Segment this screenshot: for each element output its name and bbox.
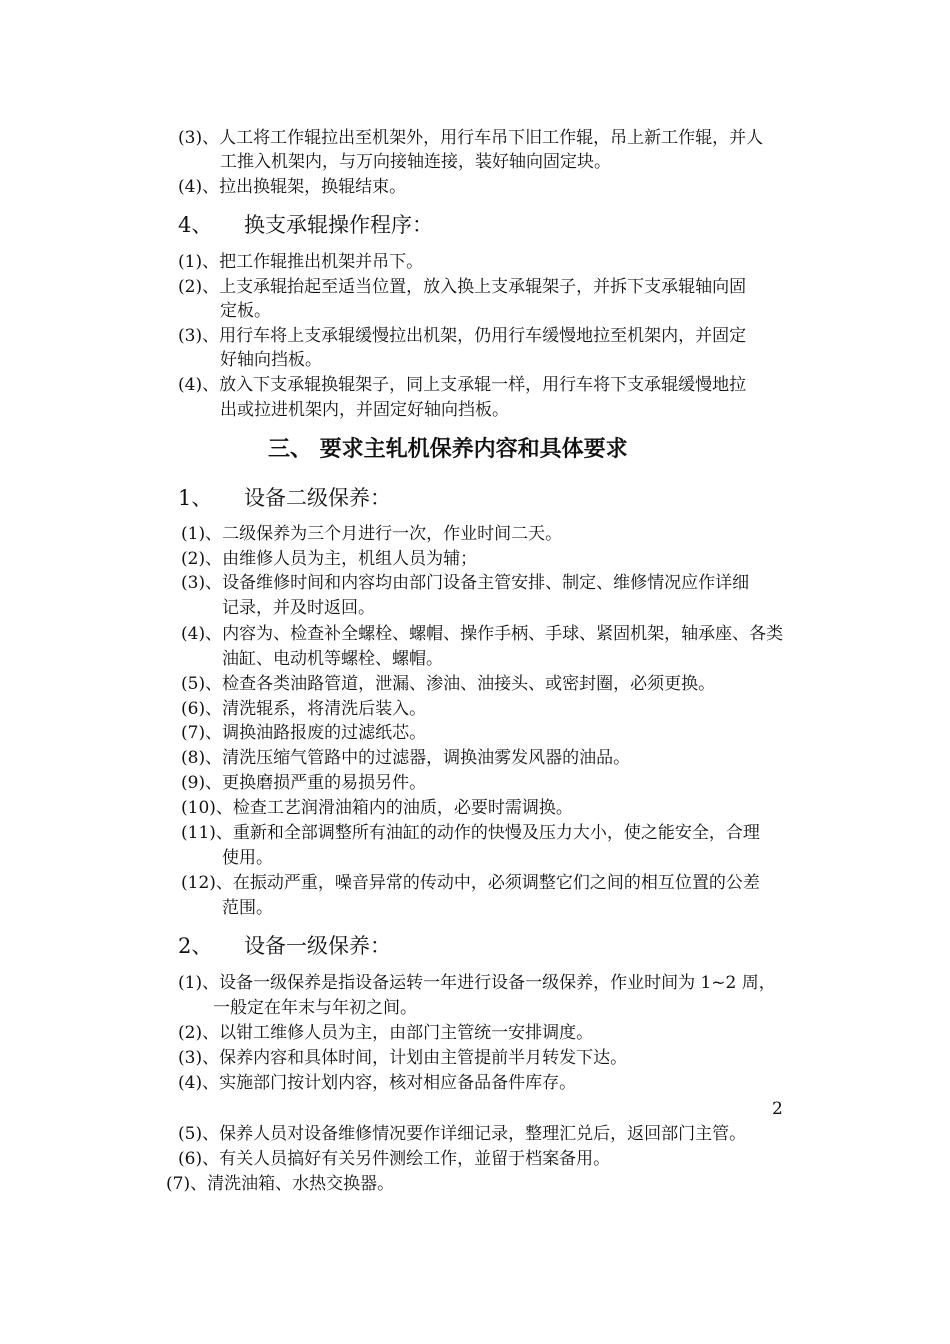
list-item-line: (1)、设备一级保养是指设备运转一年进行设备一级保养，作业时间为 1~2 周， <box>178 973 776 993</box>
list-item-line: (10)、检查工艺润滑油箱内的油质，必要时需调换。 <box>181 798 573 818</box>
list-item-line: (3)、保养内容和具体时间，计划由主管提前半月转发下达。 <box>178 1048 628 1068</box>
page-number: 2 <box>772 1099 783 1119</box>
list-item-line: (4)、内容为、检查补全螺栓、螺帽、操作手柄、手球、紧固机架，轴承座、各类 <box>181 624 784 644</box>
list-item-line: (3)、用行车将上支承辊缓慢拉出机架，仍用行车缓慢地拉至机架内，并固定 <box>178 326 747 346</box>
list-item-continuation: 范围。 <box>222 898 273 918</box>
list-item-continuation: 记录，并及时返回。 <box>222 598 375 618</box>
list-item-continuation: 工推入机架内，与万向接轴连接，装好轴向固定块。 <box>220 152 611 172</box>
list-item-continuation: 出或拉进机架内，并固定好轴向挡板。 <box>220 400 509 420</box>
subheading-text: 换支承辊操作程序： <box>244 213 433 237</box>
list-item-line: (2)、由维修人员为主，机组人员为辅； <box>181 549 478 569</box>
list-item-line: (6)、有关人员搞好有关另件测绘工作，並留于档案备用。 <box>178 1149 611 1169</box>
list-item-line: (9)、更换磨损严重的易损另件。 <box>181 773 427 793</box>
list-item-line: (4)、放入下支承辊换辊架子，同上支承辊一样，用行车将下支承辊缓慢地拉 <box>178 375 747 395</box>
list-item-line: (6)、清洗辊系，将清洗后装入。 <box>181 699 427 719</box>
list-item-line: (4)、拉出换辊架，换辊结束。 <box>178 177 407 197</box>
list-item-line: (7)、调换油路报废的过滤纸芯。 <box>181 723 427 743</box>
subheading-number: 4、 <box>178 213 213 237</box>
list-item-continuation: 一般定在年末与年初之间。 <box>213 998 417 1018</box>
list-item-line: (12)、在振动严重，噪音异常的传动中，必须调整它们之间的相互位置的公差 <box>181 873 760 893</box>
list-item-line: (7)、清洗油箱、水热交换器。 <box>166 1174 395 1194</box>
list-item-line: (11)、重新和全部调整所有油缸的动作的快慢及压力大小，使之能安全，合理 <box>181 823 760 843</box>
section-title: 三、 要求主轧机保养内容和具体要求 <box>268 436 628 462</box>
list-item-line: (3)、设备维修时间和内容均由部门设备主管安排、制定、维修情况应作详细 <box>181 573 750 593</box>
list-item-line: (3)、人工将工作辊拉出至机架外，用行车吊下旧工作辊，吊上新工作辊，并人 <box>178 128 764 148</box>
list-item-continuation: 使用。 <box>222 848 273 868</box>
list-item-line: (2)、以钳工维修人员为主，由部门主管统一安排调度。 <box>178 1023 594 1043</box>
list-item-line: (4)、实施部门按计划内容，核对相应备品备件库存。 <box>178 1073 577 1093</box>
subheading-number: 1、 <box>178 486 213 510</box>
subheading <box>178 211 433 239</box>
subheading-text: 设备一级保养： <box>244 934 391 958</box>
subheading-number: 2、 <box>178 934 213 958</box>
list-item-continuation: 油缸、电动机等螺栓、螺帽。 <box>222 649 443 669</box>
list-item-continuation: 好轴向挡板。 <box>220 350 322 370</box>
subheading <box>178 484 391 512</box>
list-item-line: (5)、检查各类油路管道，泄漏、渗油、油接头、或密封圈，必须更换。 <box>181 674 716 694</box>
list-item-continuation: 定板。 <box>220 301 271 321</box>
list-item-line: (1)、把工作辊推出机架并吊下。 <box>178 252 424 272</box>
list-item-line: (5)、保养人员对设备维修情况要作详细记录，整理汇兑后，返回部门主管。 <box>178 1124 747 1144</box>
list-item-line: (2)、上支承辊抬起至适当位置，放入换上支承辊架子，并拆下支承辊轴向固 <box>178 277 747 297</box>
subheading <box>178 932 391 960</box>
list-item-line: (8)、清洗压缩气管路中的过滤器，调换油雾发风器的油品。 <box>181 748 631 768</box>
list-item-line: (1)、二级保养为三个月进行一次，作业时间二天。 <box>181 524 563 544</box>
subheading-text: 设备二级保养： <box>244 486 391 510</box>
